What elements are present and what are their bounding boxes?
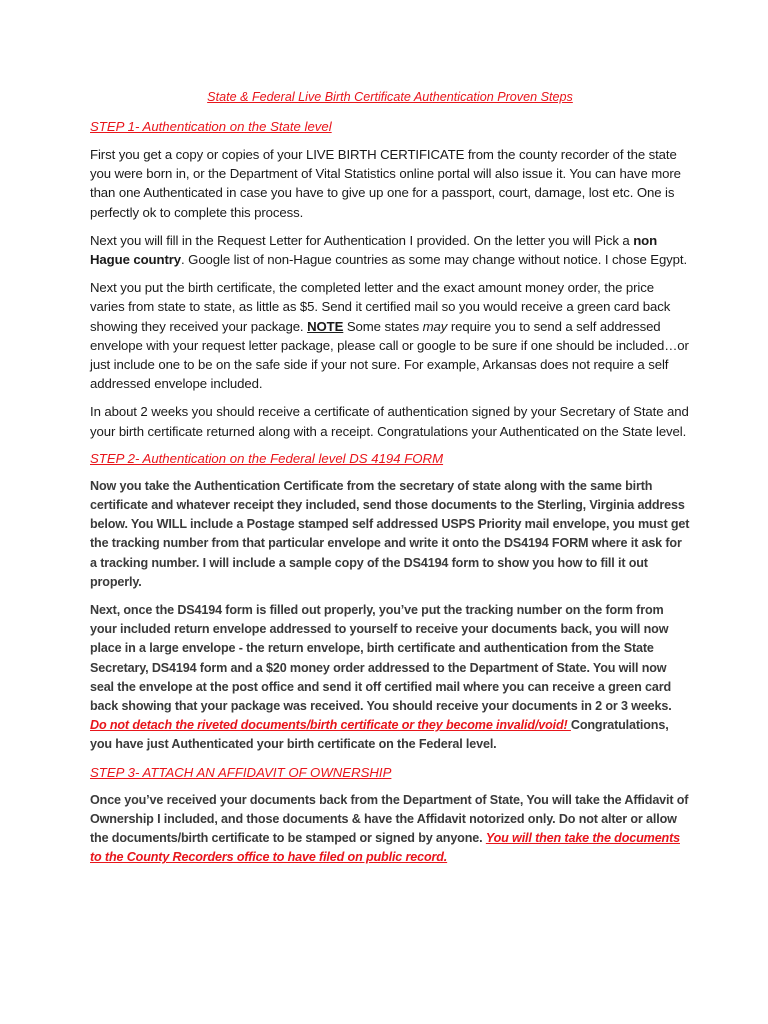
step3-heading: STEP 3- ATTACH AN AFFIDAVIT OF OWNERSHIP	[90, 764, 392, 780]
step1-p2-text-a: Next you will fill in the Request Letter for Authentication I provided. On the letter you will Pick a	[90, 232, 634, 248]
step1-p3-text-a: Next you put the birth certificate, the completed letter and the exact amount money order, the price varies from state to state, as little as $5. Send it certified mail so you would receive a green card back showing they received your package.	[90, 280, 671, 334]
step1-p2-non-hague: non Hague country	[90, 232, 658, 268]
step1-paragraph-2	[90, 231, 690, 269]
step3-p1-text-a: Once you’ve received your documents back from the Department of State, You will take the Affidavit of Ownership I included, and those documents & have the Affidavit notorized only. Do not alter or allow the documents/birth certificate to be stamped or signed by anyone.	[90, 792, 689, 846]
document-title: State & Federal Live Birth Certificate Authentication Proven Steps	[207, 90, 573, 104]
step1-p3-note: NOTE	[307, 318, 344, 334]
step3-p1-instruction: You will then take the documents to the County Recorders office to have filed on public record.	[90, 831, 680, 865]
step1-paragraph-3	[90, 278, 690, 393]
step1-paragraph-4: In about 2 weeks you should receive a certificate of authentication signed by your Secretary of State and your birth certificate returned along with a receipt. Congratulations your Authenticated on the State level.	[90, 404, 689, 439]
step2-p2-text-b: Congratulations, you have just Authenticated your birth certificate on the Federal level.	[90, 718, 669, 752]
step3-paragraph-1	[90, 791, 690, 868]
step1-p2-text-b: . Google list of non-Hague countries as some may change without notice. I chose Egypt.	[181, 252, 688, 268]
step2-paragraph-2	[90, 601, 690, 755]
step1-p3-text-b: Some states	[343, 318, 423, 334]
step2-paragraph-1: Now you take the Authentication Certificate from the secretary of state along with the same birth certificate and whatever receipt they included, send those documents to the Sterling, Virginia address below. You WILL include a Postage stamped self addressed USPS Priority mail envelope, you must get the tracking number from that particular envelope and write it onto the DS4194 FORM where it ask for a tracking number. I will include a sample copy of the DS4194 form to show you how to fill it out properly.	[90, 478, 690, 589]
step1-p3-may: may	[422, 318, 448, 334]
step1-paragraph-1: First you get a copy or copies of your LIVE BIRTH CERTIFICATE from the county recorder of the state you were born in, or the Department of Vital Statistics online portal will also issue it. You can have more than one Authenticated in case you have to give up one for a passport, court, damage, lost etc. One is perfectly ok to complete this process.	[90, 147, 681, 220]
document-page	[90, 88, 690, 877]
step2-p2-text-a: Next, once the DS4194 form is filled out properly, you’ve put the tracking number on the form from your included return envelope addressed to yourself to receive your documents back, you will now place in a large envelope - the return envelope, birth certificate and authentication from the State Secretary, DS4194 form and a $20 money order addressed to the Department of State. You will now seal the envelope at the post office and send it off certified mail where you can receive a green card back showing that your package was received. You should receive your documents in 2 or 3 weeks.	[90, 603, 672, 714]
step1-p3-text-c: require you to send a self addressed envelope with your request letter package, please call or google to be sure if one should be included…or just include one to be on the safe side if your not sure. For example, Arkansas does not require a self addressed envelope included.	[90, 318, 689, 392]
step2-p2-warning: Do not detach the riveted documents/birth certificate or they become invalid/void!	[90, 718, 571, 733]
step2-heading: STEP 2- Authentication on the Federal level DS 4194 FORM	[90, 450, 444, 466]
step1-heading: STEP 1- Authentication on the State level	[90, 119, 332, 134]
